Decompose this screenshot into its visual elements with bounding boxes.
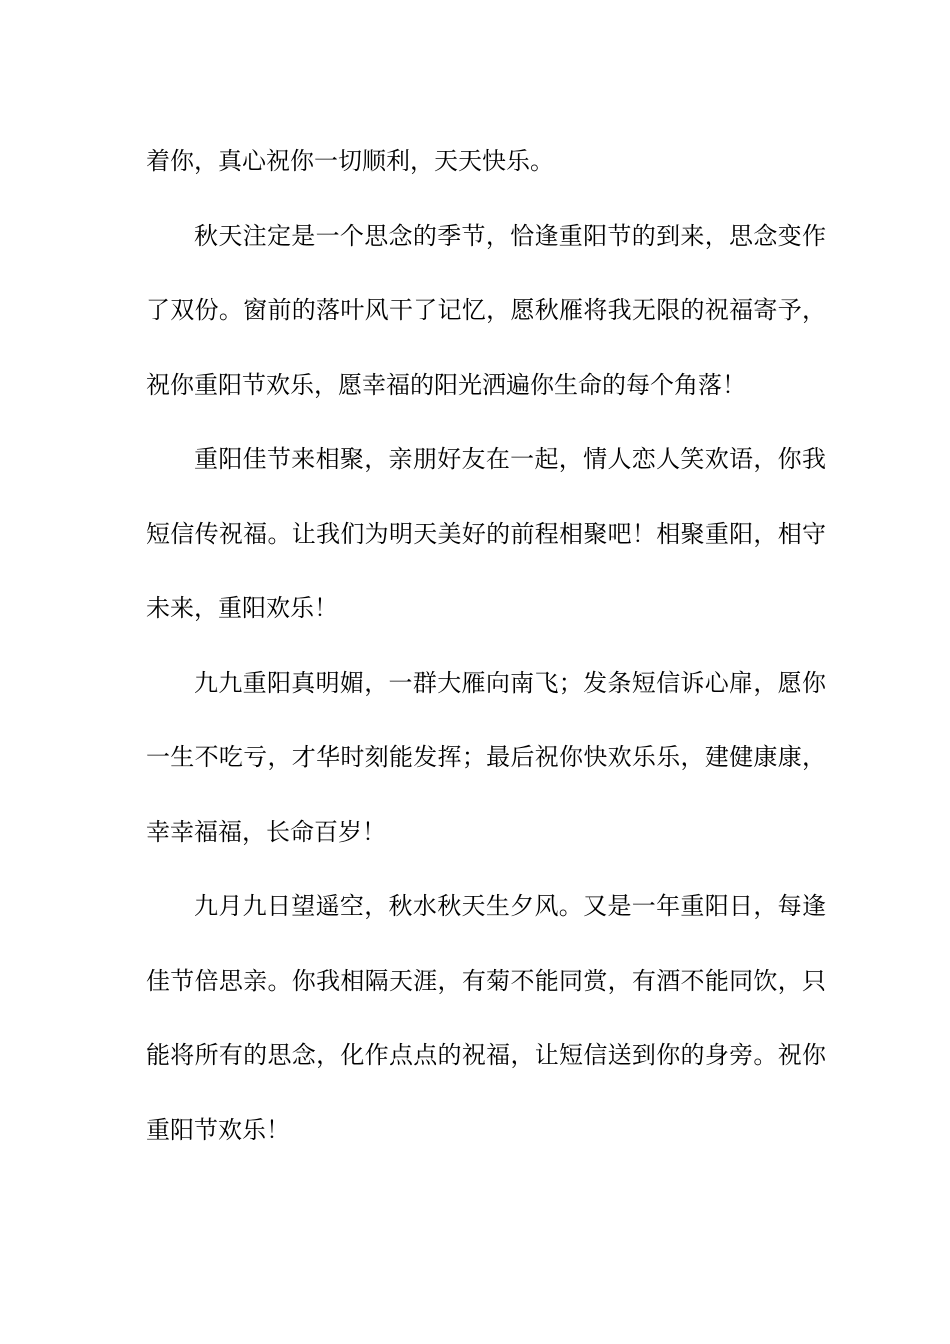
paragraph-continuation: 着你，真心祝你一切顺利，天天快乐。: [146, 147, 554, 175]
paragraph: 重阳佳节来相聚，亲朋好友在一起，情人恋人笑欢语，你我短信传祝福。让我们为明天美好的前程相聚吧！相聚重阳，相守未来，重阳欢乐！: [146, 445, 826, 622]
paragraph: 秋天注定是一个思念的季节，恰逢重阳节的到来，思念变作了双份。窗前的落叶风干了记忆，愿秋雁将我无限的祝福寄予，祝你重阳节欢乐，愿幸福的阳光洒遍你生命的每个角落！: [146, 221, 826, 399]
document-body: [146, 124, 826, 1167]
paragraph: 九九重阳真明媚，一群大雁向南飞；发条短信诉心扉，愿你一生不吃亏，才华时刻能发挥；最后祝你快欢乐乐，建健康康，幸幸福福，长命百岁！: [146, 668, 826, 846]
paragraph: 九月九日望遥空，秋水秋天生夕风。又是一年重阳日，每逢佳节倍思亲。你我相隔天涯，有菊不能同赏，有酒不能同饮，只能将所有的思念，化作点点的祝福，让短信送到你的身旁。祝你重阳节欢乐！: [146, 892, 826, 1144]
